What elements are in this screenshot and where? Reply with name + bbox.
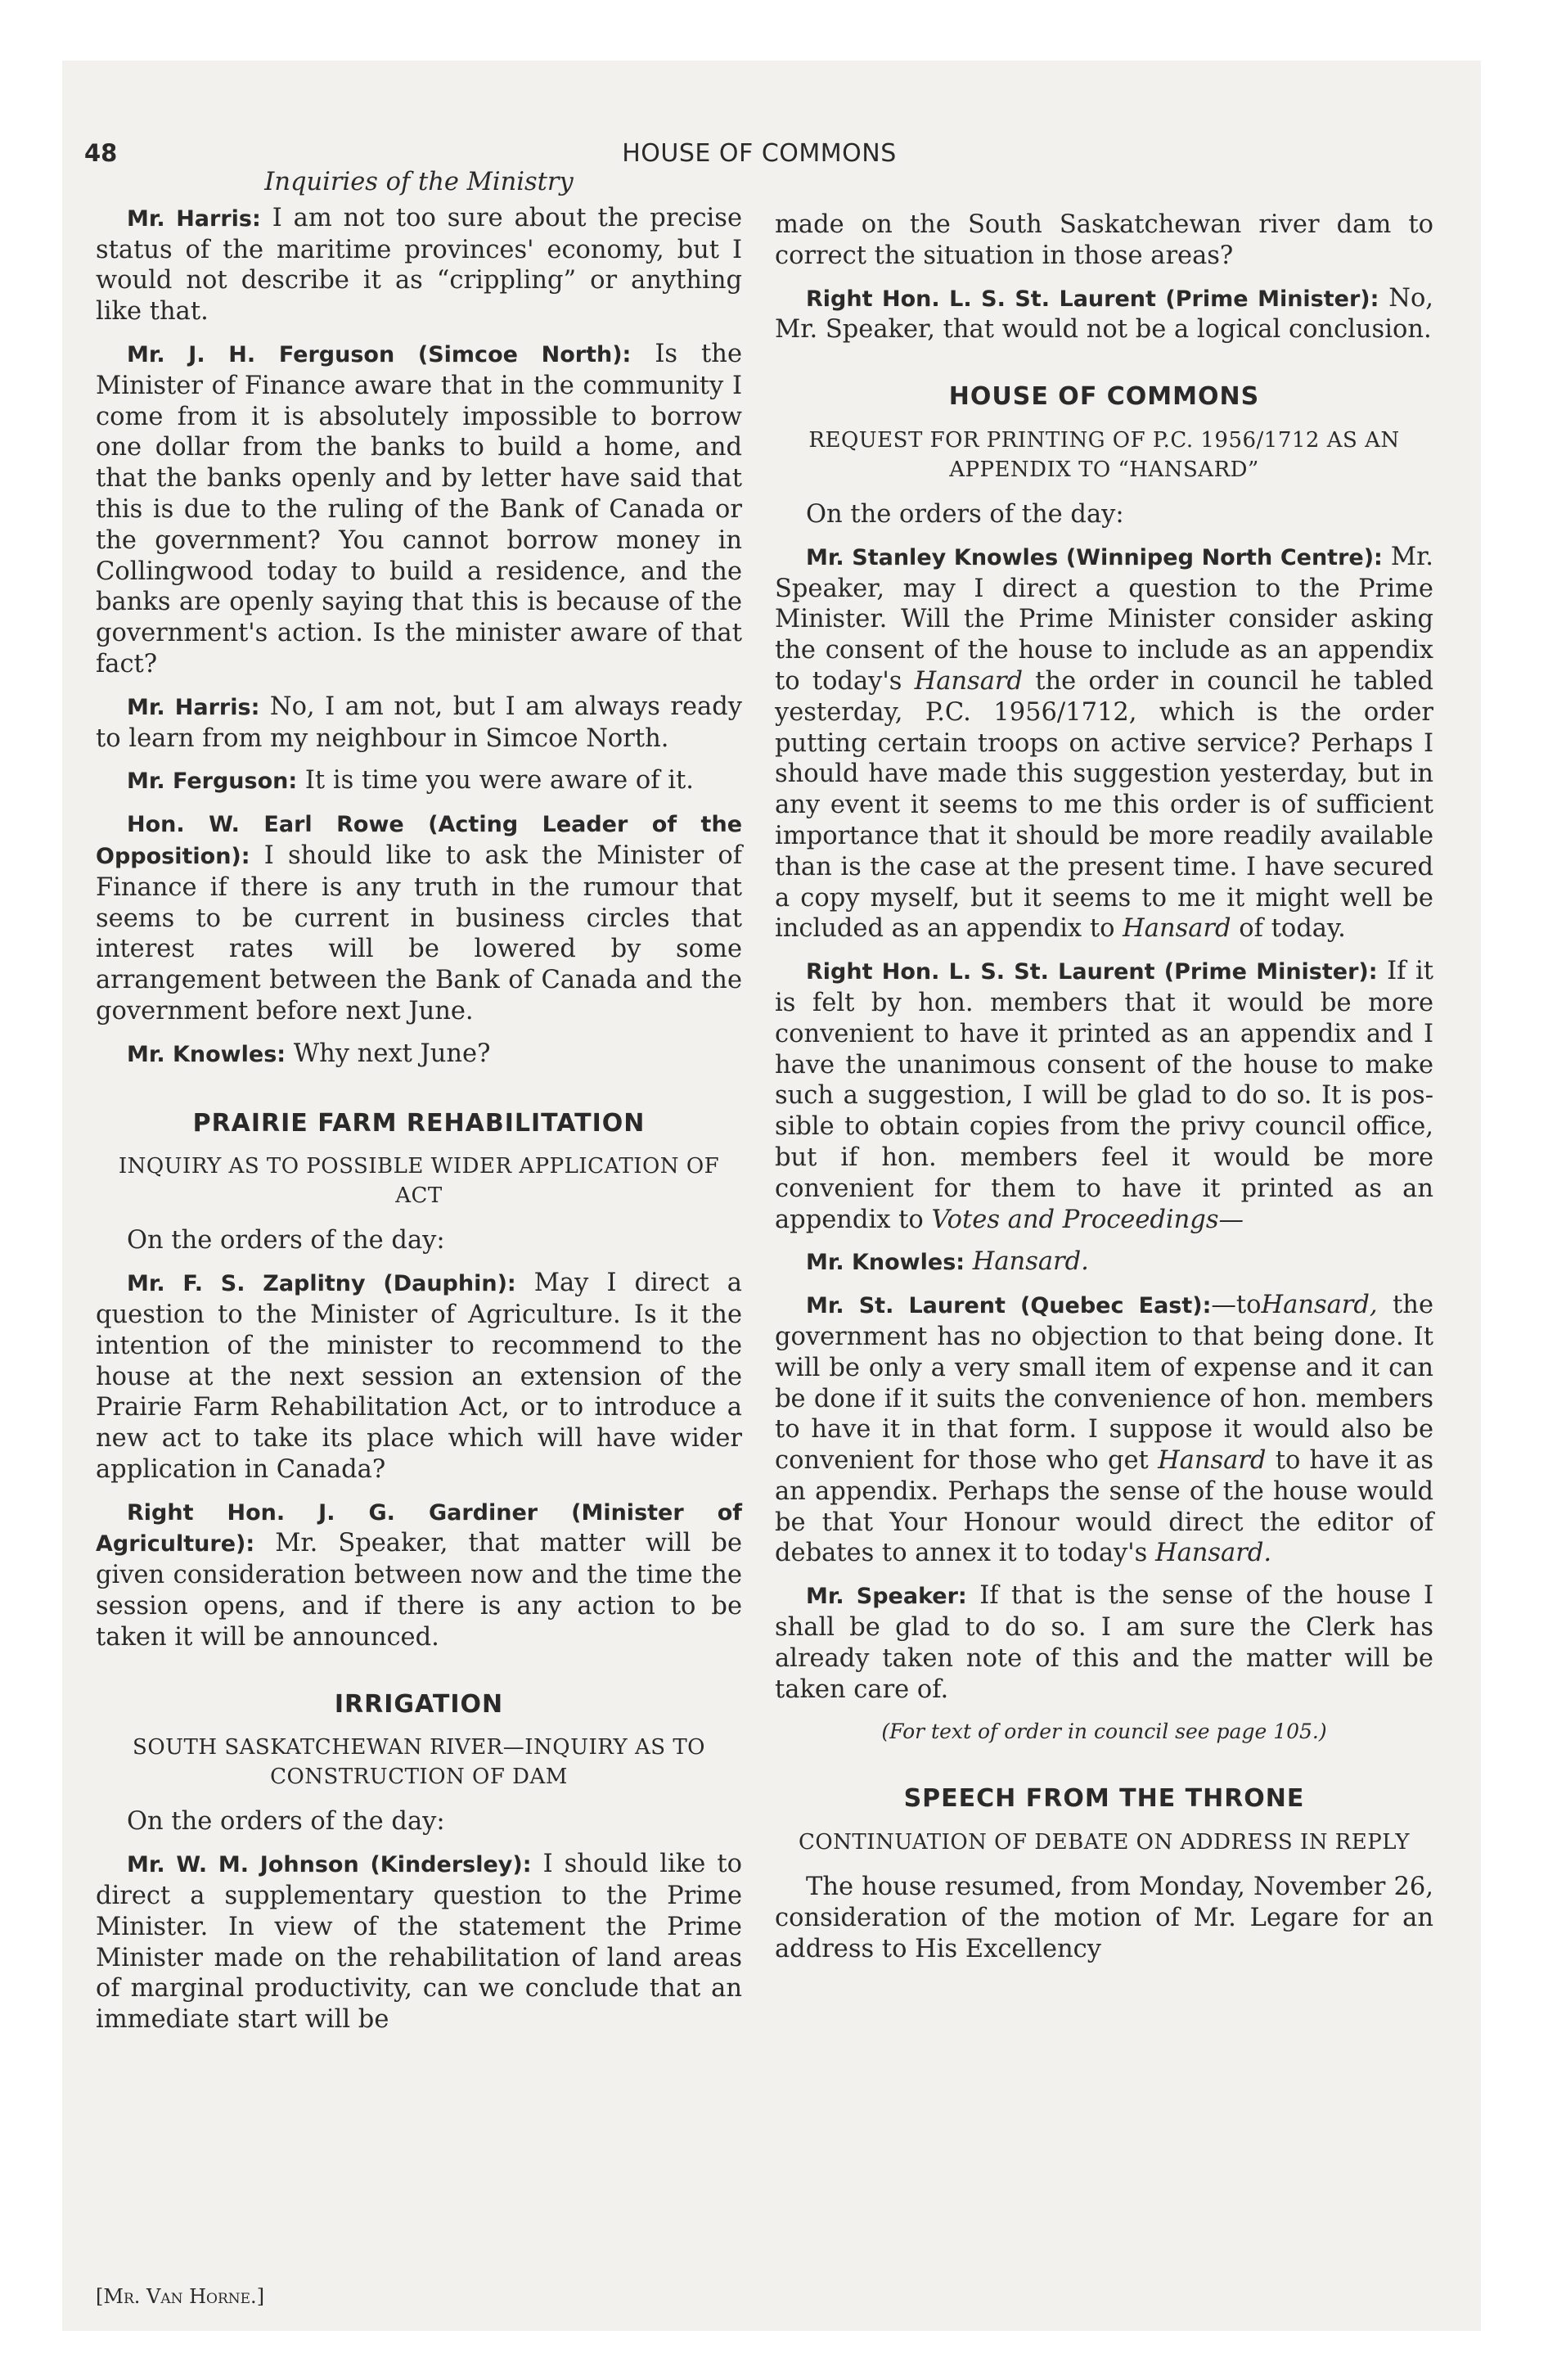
speech-text: I should like to direct a supplementary question to the Prime Minister. In view of the statement the Prime Minister made on the rehabilitation of land areas of marginal productivity, can we conclude that an immediate start will be [96, 1850, 742, 2035]
paragraph [775, 283, 1433, 346]
speech-text: I should like to ask the Minister of Finance if there is any truth in the rumour that seems to be current in business circles that interest rates will be lowered by some arrangement between the Bank of Canada and the government before next June. [96, 841, 742, 1025]
speaker-name: Right Hon. L. S. St. Laurent (Prime Minister): [806, 286, 1379, 312]
page-number: 48 [84, 139, 118, 167]
paragraph [96, 809, 742, 1027]
section-subtitle: REQUEST FOR PRINTING OF P.C. 1956/1712 AS AN APPENDIX TO “HANSARD” [808, 427, 1400, 482]
speaker-name: Mr. St. Laurent (Quebec East): [806, 1293, 1212, 1319]
speaker-name: Mr. F. S. Zaplitny (Dauphin): [127, 1271, 516, 1297]
footer-note: [Mr. Van Horne.] [96, 2285, 265, 2308]
speaker-name: Mr. Harris: [127, 694, 260, 720]
hansard-title: Hansard. [1154, 1539, 1272, 1568]
order-note: (For text of order in council see page 105.) [881, 1720, 1327, 1744]
paragraph [775, 956, 1433, 1235]
paragraph [775, 1872, 1433, 1964]
paragraph [96, 1849, 742, 2035]
subheading: Inquiries of the Ministry [264, 168, 574, 196]
speech-text: the government has no objection to that being done. It will be only a very small item of expense and it can be done if it suits the convenience of hon. members to have it in that form. I suppose it would also be convenient for those who get [775, 1291, 1433, 1476]
speech-text: If that is the sense of the house I shall be glad to do so. I am sure the Clerk has already taken note of this and the matter will be taken care of. [775, 1581, 1433, 1704]
speech-text: Mr. Speaker, that matter will be given consideration between now and the time the session opens, and if there is any action to be taken it will be announced. [96, 1529, 742, 1652]
paragraph [96, 765, 742, 797]
paragraph [775, 542, 1433, 944]
speech-text: No, I am not, but I am always ready to learn from my neighbour in Simcoe North. [96, 692, 742, 753]
speech-text: Mr. Speaker, may I direct a question to the Prime Minister. Will the Prime Minister consider asking the consent of the house to include as an appendix to today's [775, 542, 1433, 696]
paragraph [96, 339, 742, 680]
section-title: HOUSE OF COMMONS [948, 382, 1260, 412]
paragraph [96, 692, 742, 755]
votes-title: Votes and Proceedings— [931, 1205, 1244, 1234]
hansard-title: Hansard [1158, 1446, 1267, 1476]
paragraph [775, 210, 1433, 272]
paragraph [96, 203, 742, 327]
section-title: PRAIRIE FARM REHABILITATION [192, 1108, 646, 1138]
orders-of-the-day: On the orders of the day: [127, 1807, 445, 1837]
running-title: HOUSE OF COMMONS [622, 139, 897, 168]
paragraph [775, 1290, 1433, 1569]
speech-text: May I direct a question to the Minister of Agriculture. Is it the intention of the minister to recommend to the house at the next session an extension of the Prairie Farm Rehabilitation Act, or to introduce a new act to take its place which will have wider application in Canada? [96, 1269, 742, 1484]
speaker-name: Mr. W. M. Johnson (Kindersley): [127, 1852, 532, 1878]
orders-of-the-day: On the orders of the day: [127, 1226, 445, 1255]
hansard-title: Hansard [1123, 914, 1231, 944]
speaker-name: Mr. Knowles: [127, 1041, 286, 1067]
section-title: IRRIGATION [334, 1689, 504, 1719]
speech-text: I am not too sure about the precise status of the maritime provinces' economy, but I would not describe it as “crippling” or anything like that. [96, 203, 742, 327]
speech-text: The house resumed, from Monday, November 26, consideration of the motion of Mr. Legare for an address to His Excellency [775, 1873, 1433, 1963]
speech-text: Why next June? [293, 1039, 491, 1068]
section-subtitle: INQUIRY AS TO POSSIBLE WIDER APPLICATION OF ACT [118, 1154, 720, 1209]
speech-text: If it is felt by hon. members that it would be more convenient to have it printed as an appendix and I have the unanimous consent of the house to make such a suggestion, I will be glad to do so. It is possible to obtain copies from the privy council office, but if hon. members feel it would be more convenient for them to have it printed as an appendix to [775, 957, 1433, 1234]
speaker-name: Mr. Knowles: [806, 1250, 965, 1276]
hansard-title: Hansard [914, 666, 1023, 696]
speaker-name: Mr. Ferguson: [127, 769, 298, 795]
paragraph [96, 1497, 742, 1653]
section-subtitle: CONTINUATION OF DEBATE ON ADDRESS IN REPLY [798, 1830, 1411, 1855]
section-subtitle: SOUTH SASKATCHEWAN RIVER—INQUIRY AS TO CONSTRUCTION OF DAM [133, 1735, 705, 1790]
speaker-name: Right Hon. J. G. Gardiner (Minister of Agriculture): [96, 1499, 742, 1557]
paragraph [96, 1268, 742, 1485]
speaker-name: Mr. Stanley Knowles (Winnipeg North Centre): [806, 544, 1383, 570]
speech-text: made on the South Saskatchewan river dam to correct the situation in those areas? [775, 210, 1433, 270]
orders-of-the-day: On the orders of the day: [806, 499, 1124, 529]
speech-text: No, Mr. Speaker, that would not be a logical conclusion. [775, 283, 1433, 345]
speaker-name: Mr. Harris: [127, 205, 261, 232]
speech-text: Is the Minister of Finance aware that in the community I come from it is absolutely impossible to borrow one dollar from the banks to build a home, and that the banks openly and by letter have said that this is due to the ruling of the Bank of Canada or the government? You cannot borrow money in Collingwood today to build a residence, and the banks are openly saying that this is because of the government's action. Is the minister aware of that fact? [96, 339, 742, 678]
speaker-name: Mr. Speaker: [806, 1584, 967, 1610]
speaker-name: Hon. W. Earl Rowe (Acting Leader of the Opposition): [96, 812, 742, 869]
speech-text: the order in council he tabled yesterday, P.C. 1956/1712, which is the order putting certain troops on active service? Perhaps I should have made this suggestion yesterday, but in any event it seems to me this order is of sufficient importance that it should be more readily available than is the case at the present time. I have secured a copy myself, but it seems to me it might well be included as an appendix to [775, 666, 1433, 944]
speaker-name: Mr. J. H. Ferguson (Simcoe North): [127, 341, 632, 367]
speech-text: It is time you were aware of it. [304, 766, 694, 796]
right-column [775, 210, 1433, 1976]
section-title: SPEECH FROM THE THRONE [903, 1784, 1305, 1814]
speech-text: to have it as an appendix. Perhaps the sense of the house would be that Your Honour would direct the editor of debates to annex it to today's [775, 1446, 1433, 1568]
hansard-title: Hansard. [972, 1247, 1089, 1277]
paragraph [96, 1039, 742, 1071]
hansard-title: Hansard, [1261, 1291, 1378, 1320]
paragraph [775, 1580, 1433, 1705]
left-column [96, 167, 742, 2047]
speech-text: of today. [1239, 914, 1346, 944]
speaker-name: Right Hon. L. S. St. Laurent (Prime Minister): [806, 959, 1378, 985]
speech-text: —to [1211, 1291, 1262, 1320]
paragraph [775, 1246, 1433, 1278]
